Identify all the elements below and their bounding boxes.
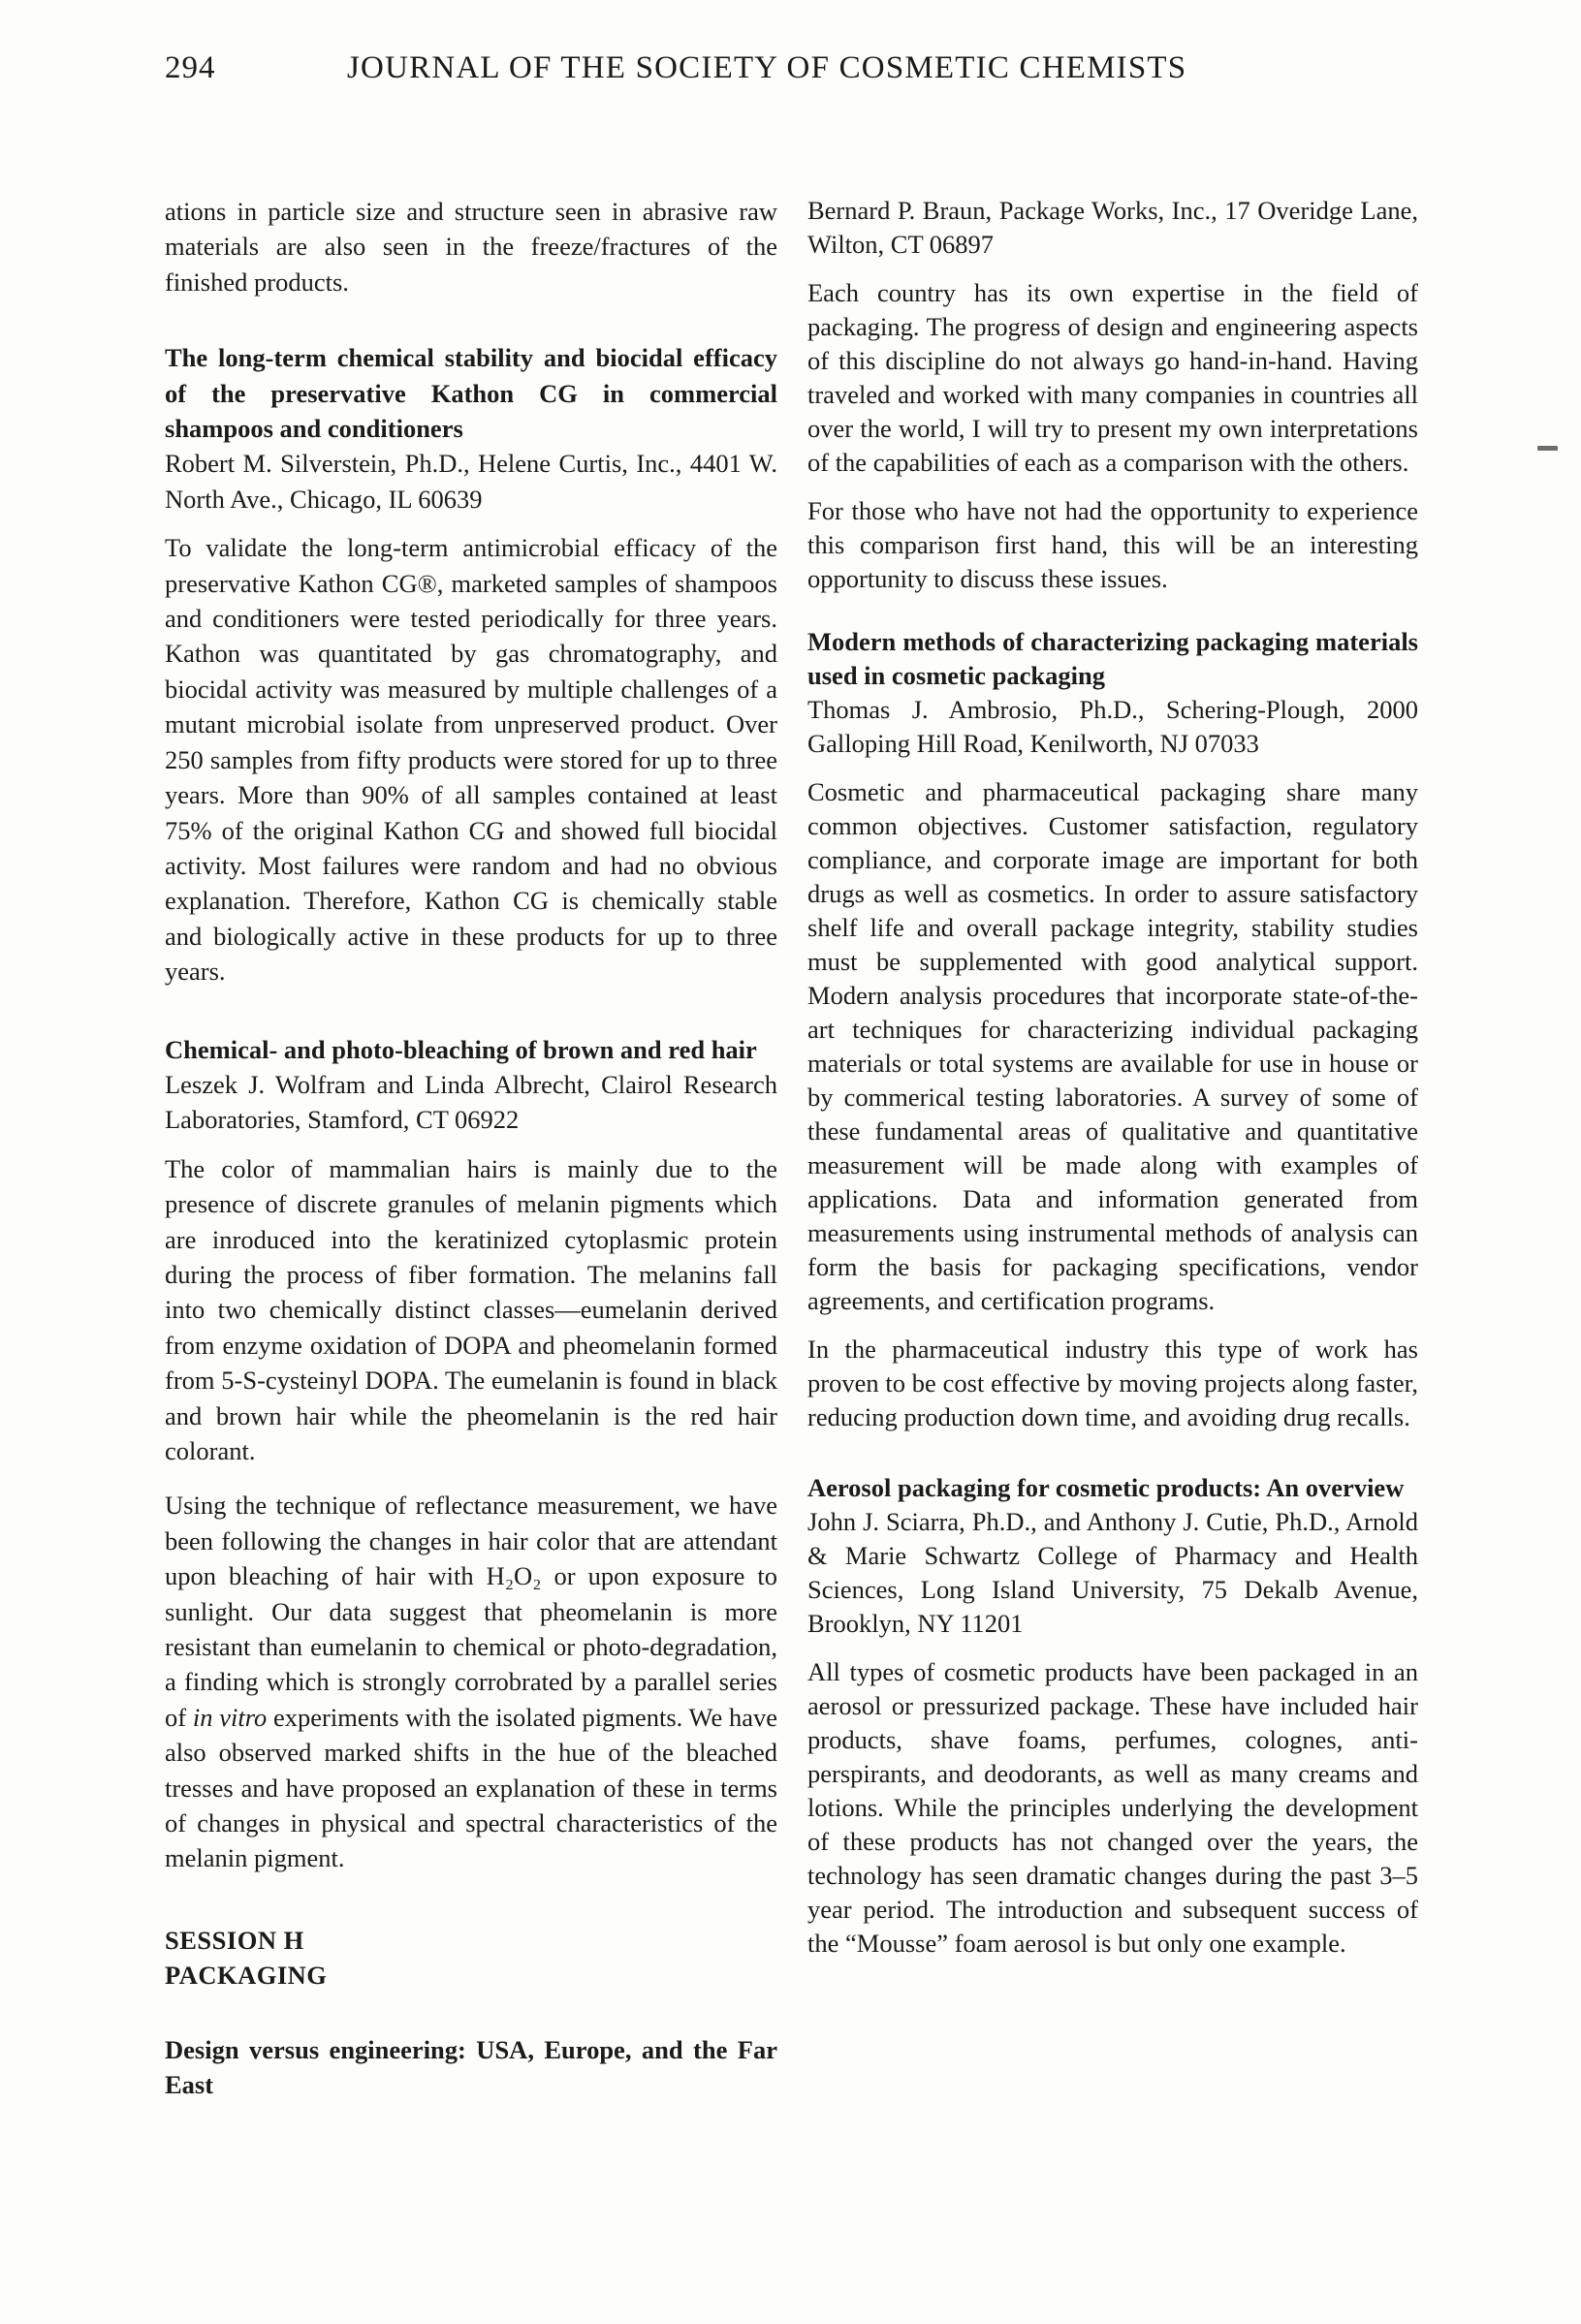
session-heading [165,1923,777,1994]
abstract-kathon-stability [165,340,777,989]
abstract-paragraph: All types of cosmetic products have been packaged in an aerosol or pressurized package. These have included hair products, shave foams, perfumes, colognes, anti-perspirants, and deodorants, as well as many creams and lotions. While the principles underlying the development of these products has not changed over the years, the technology has seen dramatic changes during the past 3–5 year period. The introduction and subsequent success of the “Mousse” foam aerosol is but only one example. [807,1657,1418,1958]
abstract-paragraph [165,1488,777,1875]
abstract-photo-bleaching [165,1032,777,1876]
abstract-authors: Thomas J. Ambrosio, Ph.D., Schering-Plough, 2000 Galloping Hill Road, Kenilworth, NJ 07033 [807,695,1418,758]
abstract-paragraph: To validate the long-term antimicrobial efficacy of the preservative Kathon CG®, marketed samples of shampoos and conditioners were tested periodically for three years. Kathon was quantitated by gas chromatography, and biocidal activity was measured by multiple challenges of a mutant microbial isolate from unpreserved product. Over 250 samples from fifty products were stored for up to three years. More than 90% of all samples contained at least 75% of the original Kathon CG and showed full biocidal activity. Most failures were random and had no obvious explanation. Therefore, Kathon CG is chemically stable and biologically active in these products for up to three years. [165,533,777,987]
paragraph-text: experiments with the isolated pigments. We have also observed marked shifts in the hue of the bleached tresses and have proposed an explanation of these in terms of changes in physical and spectral characteristics of the melanin pigment. [165,1702,777,1873]
margin-mark [1537,446,1558,451]
abstract-aerosol-packaging [807,1471,1418,1961]
abstract-authors: Bernard P. Braun, Package Works, Inc., 17 Overidge Lane, Wilton, CT 06897 [807,196,1418,259]
abstract-title: Aerosol packaging for cosmetic products: An overview [807,1473,1405,1502]
abstract-authors: John J. Sciarra, Ph.D., and Anthony J. Cutie, Ph.D., Arnold & Marie Schwartz College of Pharmacy and Health Sciences, Long Island University, 75 Dekalb Avenue, Brooklyn, NY 11201 [807,1507,1418,1638]
session-line: SESSION H [165,1925,304,1955]
abstract-title: The long-term chemical stability and biocidal efficacy of the preservative Kathon CG in commercial shampoos and conditioners [165,343,777,444]
session-line: PACKAGING [165,1961,328,1991]
abstract-paragraph: The color of mammalian hairs is mainly due to the presence of discrete granules of melanin pigments which are inroduced into the keratinized cytoplasmic protein during the process of fiber formation. The melanins fall into two chemically distinct classes—eumelanin derived from enzyme oxidation of DOPA and pheomelanin formed from 5-S-cysteinyl DOPA. The eumelanin is found in black and brown hair while the pheomelanin is the red hair colorant. [165,1153,777,1465]
abstract-paragraph: Each country has its own expertise in the field of packaging. The progress of design and engineering aspects of this discipline do not always go hand-in-hand. Having traveled and worked with many companies in countries all over the world, I will try to present my own interpretations of the capabilities of each as a comparison with the others. [807,278,1418,477]
abstract-paragraph: For those who have not had the opportunity to experience this comparison first hand, this will be an interesting opportunity to discuss these issues. [807,496,1418,593]
paragraph-text: Using the technique of reflectance measurement, we have been following the changes in hair color that are attendant upon bleaching of hair with H₂O₂ or upon exposure to sunlight. Our data suggest that pheomelanin is more resistant than eumelanin to chemical or photo-degradation, a finding which is strongly corrobrated by a parallel series of [165,1491,777,1732]
abstract-authors: Leszek J. Wolfram and Linda Albrecht, Clairol Research Laboratories, Stamford, CT 06922 [165,1069,777,1135]
continuation-paragraph: ations in particle size and structure seen in abrasive raw materials are also seen in the freeze/fractures of the finished products. [165,197,777,297]
left-column [165,194,777,2103]
abstract-paragraph: In the pharmaceutical industry this type of work has proven to be cost effective by moving projects along faster, reducing production down time, and avoiding drug recalls. [807,1335,1418,1431]
abstract-title: Modern methods of characterizing packaging materials used in cosmetic packaging [807,627,1418,690]
abstract-title: Chemical- and photo-bleaching of brown and red hair [165,1034,757,1064]
abstract-modern-methods [807,625,1418,1434]
abstract-title: Design versus engineering: USA, Europe, and the Far East [165,2034,777,2100]
abstract-paragraph: Cosmetic and pharmaceutical packaging share many common objectives. Customer satisfaction, regulatory compliance, and corporate image are important for both drugs as well as cosmetics. In order to assure satisfactory shelf life and overall package integrity, stability studies must be supplemented with good analytical support. Modern analysis procedures that incorporate state-of-the-art techniques for characterizing individual packaging materials or total systems are available for use in house or by commerical testing laboratories. A survey of some of these fundamental areas of qualitative and quantitative measurement will be made along with examples of applications. Data and information generated from measurements using instrumental methods of analysis can form the basis for packaging specifications, vendor agreements, and certification programs. [807,777,1418,1315]
abstract-design-vs-engineering [807,194,1418,596]
journal-title: JOURNAL OF THE SOCIETY OF COSMETIC CHEMISTS [347,50,1187,85]
abstract-authors: Robert M. Silverstein, Ph.D., Helene Curtis, Inc., 4401 W. North Ave., Chicago, IL 60639 [165,449,777,514]
in-vitro-italic-text: in vitro [192,1702,268,1732]
right-column [807,194,1418,1961]
page-number: 294 [165,50,216,85]
